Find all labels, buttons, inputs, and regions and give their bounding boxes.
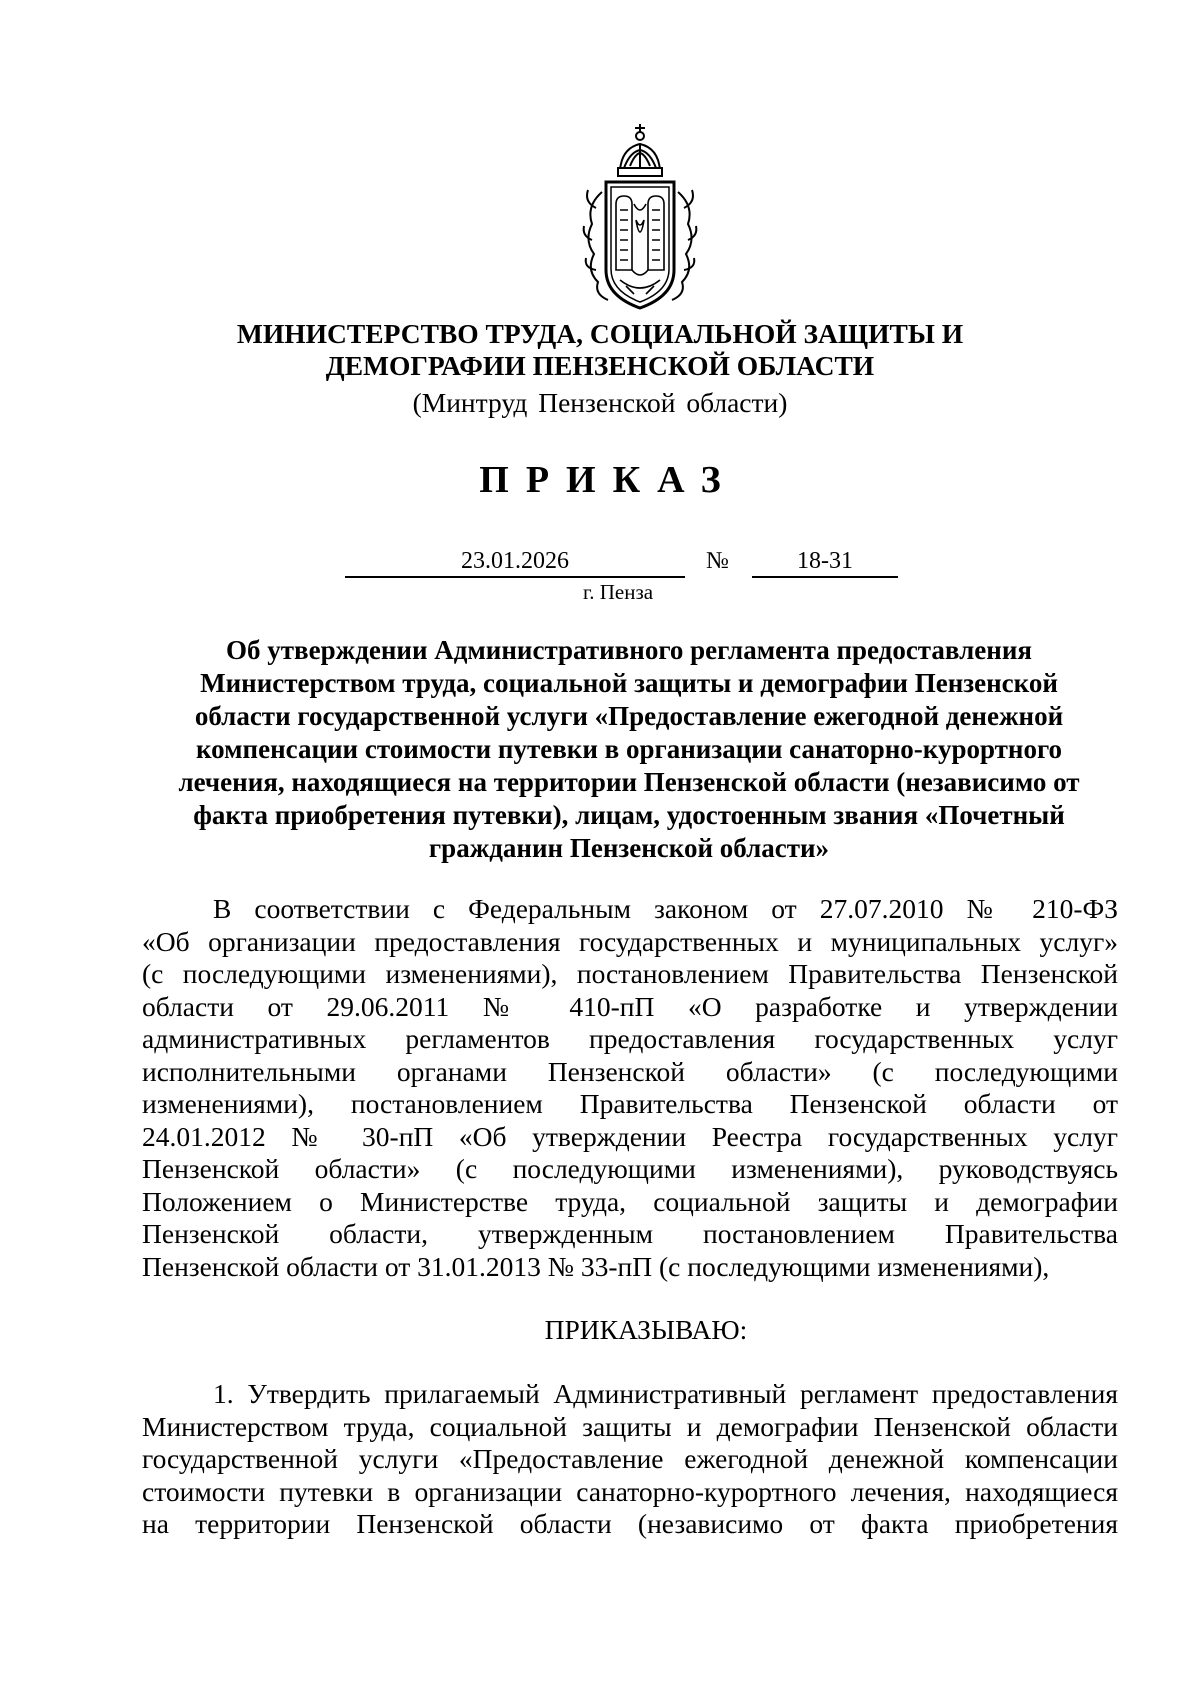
organization-name-line-2: ДЕМОГРАФИИ ПЕНЗЕНСКОЙ ОБЛАСТИ [325,350,875,381]
preamble-paragraph [142,893,1118,1283]
title-line: области государственной услуги «Предоставление ежегодной денежной [194,701,1064,731]
organization-name-line-1: МИНИСТЕРСТВО ТРУДА, СОЦИАЛЬНОЙ ЗАЩИТЫ И [236,318,964,349]
preamble-line: исполнительными органами Пензенской области» (с последующими [142,1055,1118,1087]
preamble-line: В соответствии с Федеральным законом от 27.07.2010 № 210-ФЗ [213,893,1118,924]
title-line: лечения, находящиеся на территории Пензенской области (независимо от [178,767,1080,797]
preamble-line: области от 29.06.2011 № 410-пП «О разработке и утверждении [142,990,1118,1022]
organization-name [0,318,1200,382]
preamble-line: административных регламентов предоставления государственных услуг [142,1023,1118,1054]
order-word: ПРИКАЗЫВАЮ: [544,1314,748,1345]
organization-short-name: (Минтруд Пензенской области) [412,387,788,418]
paragraph-line: на территории Пензенской области (независимо от факта приобретения [142,1508,1118,1539]
preamble-line: Положением о Министерстве труда, социальной защиты и демографии [142,1185,1118,1217]
document-title [140,634,1118,865]
document-type-heading: ПРИКАЗ [479,459,738,501]
preamble-line: Пензенской области от 31.01.2013 № 33-пП (с последующими изменениями), [142,1250,1050,1282]
paragraph-line: 1. Утвердить прилагаемый Административный регламент предоставления [213,1378,1118,1409]
title-line: гражданин Пензенской области» [428,833,830,863]
paragraph-line: государственной услуги «Предоставление ежегодной денежной компенсации [142,1443,1118,1474]
document-number: 18-31 [752,546,898,578]
paragraph-1 [142,1378,1118,1541]
preamble-line: 24.01.2012 № 30-пП «Об утверждении Реестра государственных услуг [142,1120,1118,1152]
title-line: Об утверждении Административного регламента предоставления [226,635,1032,665]
title-line: Министерством труда, социальной защиты и демографии Пензенской [200,668,1058,698]
title-line: факта приобретения путевки), лицам, удостоенным звания «Почетный [193,800,1065,830]
preamble-line: Пензенской области» (с последующими изменениями), руководствуясь [142,1153,1118,1184]
preamble-line: изменениями), постановлением Правительства Пензенской области от [142,1088,1118,1119]
paragraph-line: стоимости путевки в организации санаторно-курортного лечения, находящиеся [142,1475,1118,1507]
preamble-line: «Об организации предоставления государственных и муниципальных услуг» [142,925,1118,957]
paragraph-line: Министерством труда, социальной защиты и демографии Пензенской области [142,1410,1118,1442]
number-sign: № [706,548,729,574]
penza-region-coat-of-arms-icon [580,120,700,318]
document-city: г. Пенза [583,580,654,604]
preamble-line: Пензенской области, утвержденным постановлением Правительства [142,1218,1118,1249]
preamble-line: (с последующими изменениями), постановлением Правительства Пензенской [142,958,1118,989]
title-line: компенсации стоимости путевки в организации санаторно-курортного [195,734,1063,764]
document-date: 23.01.2026 [345,546,685,578]
